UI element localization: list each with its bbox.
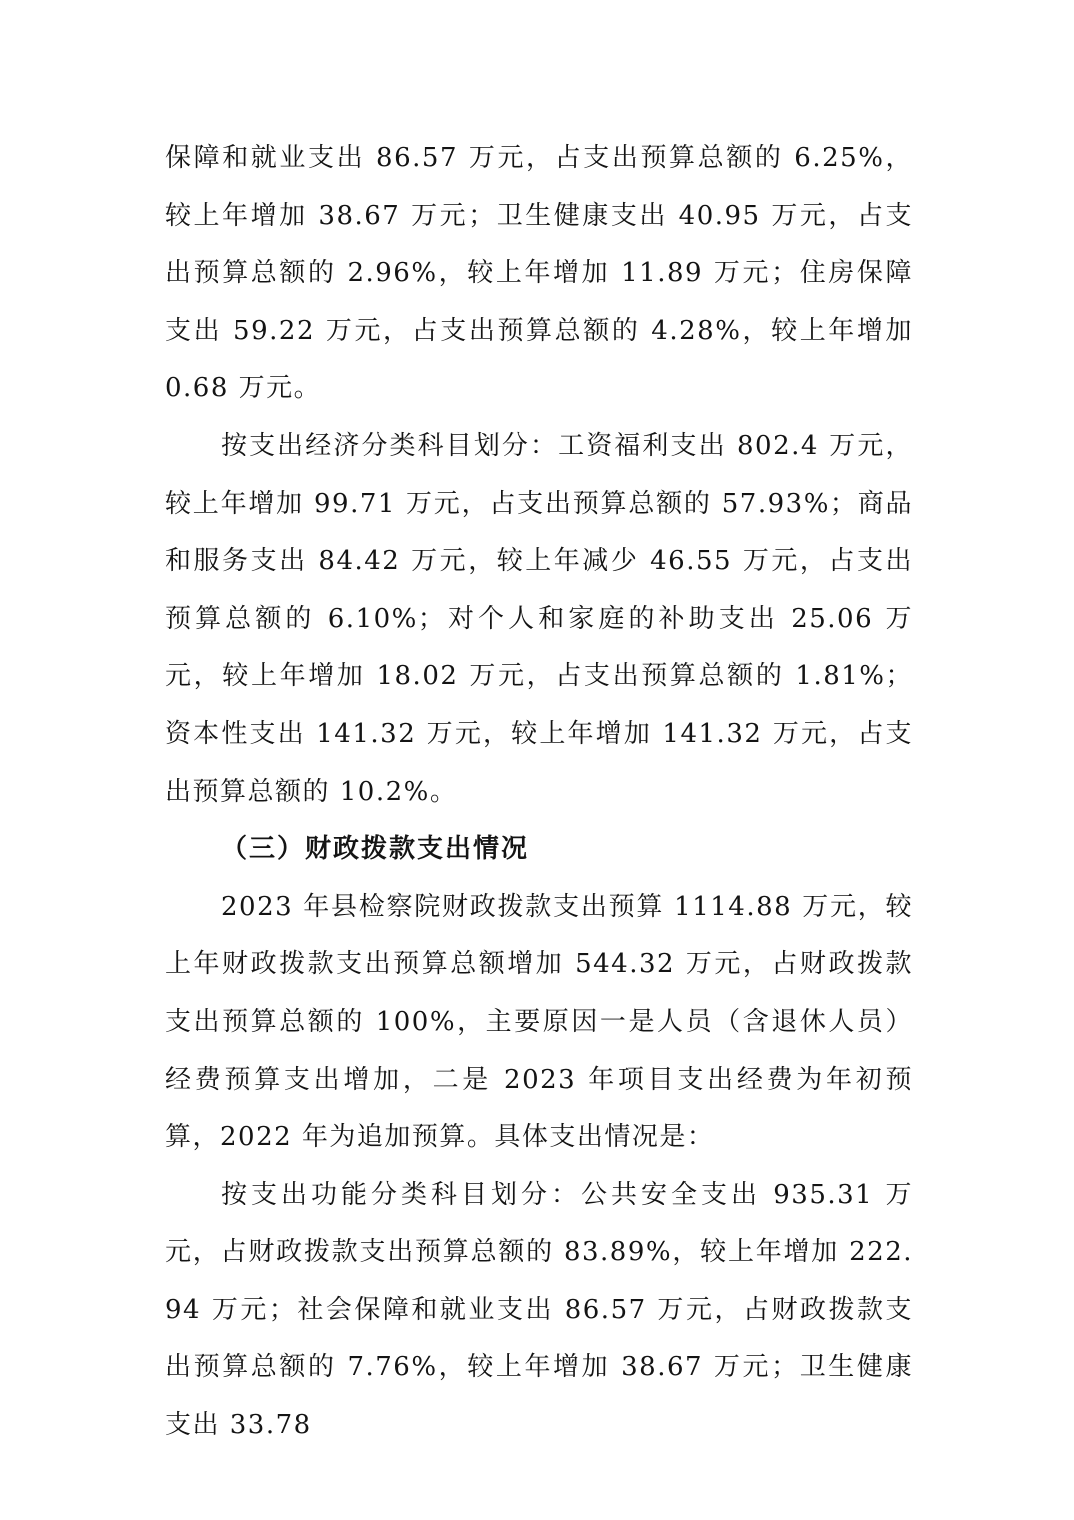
document-body	[165, 130, 913, 1455]
section-heading-fiscal-appropriation: （三）财政拨款支出情况	[221, 834, 530, 865]
paragraph-social-security-health-housing: 保障和就业支出 86.57 万元，占支出预算总额的 6.25%，较上年增加 38.67 万元；卫生健康支出 40.95 万元，占支出预算总额的 2.96%，较上年增加 11.89 万元；住房保障支出 59.22 万元，占支出预算总额的 4.28%，较上年增加 0.68 万元。	[165, 143, 913, 404]
paragraph-functional-classification: 按支出功能分类科目划分：公共安全支出 935.31 万元，占财政拨款支出预算总额的 83.89%，较上年增加 222.94 万元；社会保障和就业支出 86.57 万元，占财政拨款支出预算总额的 7.76%，较上年增加 38.67 万元；卫生健康支出 33.78	[165, 1179, 913, 1441]
paragraph-economic-classification: 按支出经济分类科目划分：工资福利支出 802.4 万元，较上年增加 99.71 万元，占支出预算总额的 57.93%；商品和服务支出 84.42 万元，较上年减少 46.55 万元，占支出预算总额的 6.10%；对个人和家庭的补助支出 25.06 万元，较上年增加 18.02 万元，占支出预算总额的 1.81%；资本性支出 141.32 万元，较上年增加 141.32 万元，占支出预算总额的 10.2%。	[165, 430, 913, 807]
paragraph-fiscal-appropriation-overview: 2023 年县检察院财政拨款支出预算 1114.88 万元，较上年财政拨款支出预算总额增加 544.32 万元，占财政拨款支出预算总额的 100%，主要原因一是人员（含退休人员）经费预算支出增加，二是 2023 年项目支出经费为年初预算，2022 年为追加预算。具体支出情况是：	[165, 891, 913, 1153]
